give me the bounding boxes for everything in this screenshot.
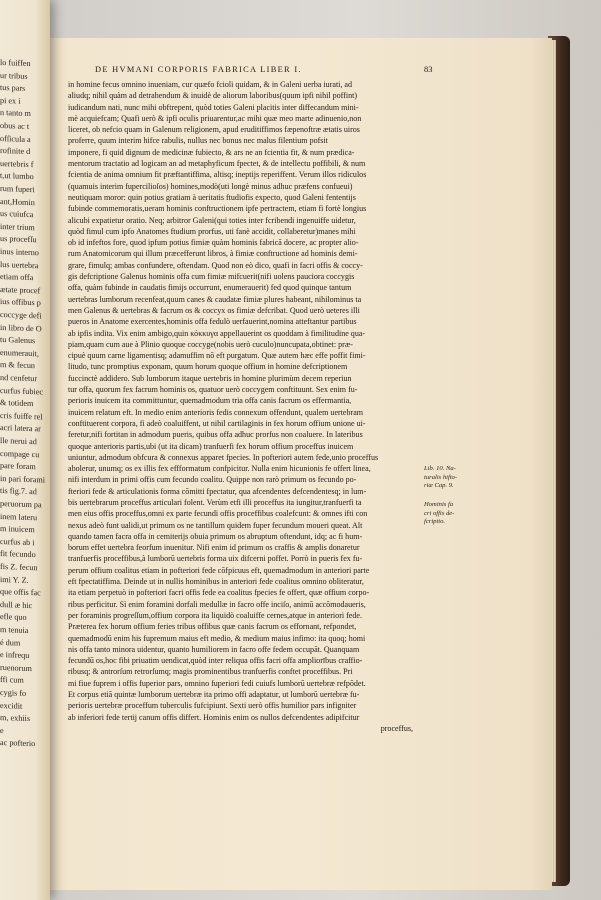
left-page-edge <box>0 0 50 900</box>
body-line: mè acquiefcam; Quafi uerò & ipfi oculis priuarentur,ac mihi quæ meo marte adinuenio,non <box>68 113 362 123</box>
left-page-fragment: nd cenfetur <box>0 372 38 384</box>
left-page-fragment: obus ac t <box>0 120 30 131</box>
left-page-fragment: tis fig.7. ad <box>0 486 37 497</box>
body-line: tur offa, quorum fex facrum hominis os, quatuor uerò coccygem conftituunt. Sex enim fu- <box>68 385 358 395</box>
body-line: quòd fimul cum ipfo Anatomes ftudium prorfus, uti fanè accidit, collaberetur)manes mihi <box>68 226 356 236</box>
left-page-fragment: tus pars <box>0 83 26 94</box>
left-page-fragment: n tanto m <box>0 108 31 119</box>
left-page-fragment: in pari forami <box>0 473 46 485</box>
left-page-fragment: cygis fo <box>0 687 27 698</box>
left-page-fragment: inus interno <box>0 246 39 258</box>
body-line: nis offa tanto minora uidentur, quanto humiliorem in facro offe fedem occupāt. Quanquam <box>68 644 360 654</box>
body-line: feretur,nifi fortitan in admodum pueris, quibus offa adhuc prorfus non coaluere. In lateribus <box>68 430 363 440</box>
left-page-fragment: compage cu <box>0 448 40 459</box>
left-page-fragment: rum fuperi <box>0 183 35 195</box>
body-line: perioris inuicem ita committuntur, quemadmodum tria offa canis facrum os effermantia, <box>68 396 352 406</box>
body-line: perioris uertebræ proceffum tuberculis fufcipiunt. Sexti uerò offis humilior pars infigniter <box>68 701 357 711</box>
left-page-fragment: m & fecun <box>0 360 36 371</box>
body-line: litudo, tunc promptius exponam, quum horum quoque offium in homine defcriptionem <box>68 362 348 372</box>
body-line: ita etiam perpetuò in pofteriori facri offis fede ea coalitus fpecies fe offert, quæ offium corpo- <box>68 588 370 598</box>
body-line: perum offium coalitus etiam in pofteriori fede cōfpicuus eft, quemadmodum in anteriori parte <box>68 565 370 575</box>
body-line: mi fiue fuprem i offis fuperior pars, omnino fuperiori fedi cuiufs lumborū uertebræ refpōdet. <box>68 678 366 688</box>
body-line: grare, fimulq; ambas confundere, oftendam. Quod non eò dico, quafi in facri offis & coccy- <box>68 260 363 270</box>
body-line: iudicandum nati, nunc mihi obftrepent, quòd toties Galeni placitis inter diffecandum mini- <box>68 102 359 112</box>
left-page-fragment: lle nerui ad <box>0 435 37 447</box>
left-page-fragment: uertebris f <box>0 158 34 169</box>
left-page-fragment: ur tribus <box>0 70 28 81</box>
body-line: cipuè quum carne ligamentisq; adamuffim nō eft purgatum. Quæ autem hæc effe poffit fimi- <box>68 351 366 361</box>
left-page-fragment: lo fuiffen <box>0 57 31 69</box>
left-page-fragment: curfus fubiec <box>0 385 43 397</box>
body-line: bis uertebrarum proceffus articulari folent. Verùm etfi illi proceffus ita iungitur,tranfuerfi ta <box>68 497 362 507</box>
folio-number: 83 <box>424 65 433 74</box>
body-line: aliudq; nihil quàm ad detrahendum & inuidè de aliorum laboribus(quum ipfi nihil poffint) <box>68 91 358 101</box>
left-page-fragment: fit fecundo <box>0 549 36 560</box>
side-note-reference: Lib. 10. Na- turalis hifto- riæ Cap. 9. <box>424 465 458 490</box>
side-note-sacrum: Hominis fa cri offis de- fcriptio. <box>424 501 455 526</box>
body-line: ob id infeftos fore, quod ipfum potius fimiæ quàm hominis fabricā docere, ac propter alio- <box>68 238 359 248</box>
left-page-fragment: ofſicula a <box>0 133 31 144</box>
left-page-fragment: ffi cum <box>0 675 24 686</box>
left-page-fragment: ant,Homin <box>0 196 35 207</box>
body-line: quemadmodū enim his fupremum maius eft medio, & medium maius infimo: ita quoq; homi <box>68 633 366 643</box>
left-page-fragment: imi Y. Z. <box>0 574 29 585</box>
body-line: uniuntur, admodum obfcura & connexus apparet fpecies. In pofteriori autem fede,unio proceffus <box>68 452 379 462</box>
left-page-fragment: us procefſu <box>0 234 37 245</box>
left-page-fragment: excidit <box>0 700 23 711</box>
left-page-fragment: acri latera ar <box>0 423 41 434</box>
body-line: per foraminis progreſſum,offium corpora ita liquidò coaluiffe cernes,atque in anteriori fede. <box>68 610 362 620</box>
left-page-fragment: peruorum pa <box>0 498 42 510</box>
left-page-fragment: tu Galenus <box>0 335 36 346</box>
body-line: rum Anatomicorum qui illum præcefferunt libros, à fimiæ conftructione ad hominis demi- <box>68 249 358 259</box>
left-page-fragment: lus uertebra <box>0 259 39 270</box>
body-line: uertebras lumborum recenfeat,quum canes & caudatæ fimiæ plures habeant, nihilominus ta <box>68 294 362 304</box>
body-line: Et corpus etiā quintæ lumborum uertebræ ita primo offi adaptatur, ut lumborū uertebræ fu- <box>68 690 360 700</box>
body-line: conftituerent corpora, fi adeò coaluiffent, ut nihil cartilaginis in fex horum offium unione ui- <box>68 418 366 428</box>
left-page-fragment: m inuicem <box>0 524 35 535</box>
left-page-fragment: in libro de O <box>0 322 42 333</box>
body-line: alicubi expatietur oratio. Neq; arbitror Galeni(qui toties inter fcribendi ingenuiffe uidetur, <box>68 215 356 225</box>
left-page-fragment: enumerauit, <box>0 347 39 359</box>
left-page-fragment: inter trium <box>0 221 35 232</box>
body-line: fecundū os,hoc fibi priuatim uendicat,quòd inter reliqua offis facri offa ampliorībus craffio- <box>68 656 363 666</box>
body-line: fuccinctè addidero. Sub lumborum itaque uertebris in homine plurimùm decem reperiun <box>68 373 352 383</box>
left-page-fragment: cris fuiffe rel <box>0 410 43 422</box>
body-line: fubinde commemoratis,ueram hominis conftructionem ipfe pertractem, etiam fi fortè longius <box>68 204 367 214</box>
body-line: (quamuis interim fupercilioſos) homines,modò(uti longè minus adhuc præfens confueui) <box>68 181 353 191</box>
left-page-fragment: rofinite d <box>0 146 31 157</box>
body-line: offa, quàm fubinde in caudatis fimijs occurrunt, enumerauerit) fed quod quinque tantum <box>68 283 352 293</box>
body-line: ab inferiori fede tertij canum offis differt. Hominis enim os nullos defcendentes adipifcitur <box>68 712 360 722</box>
body-line: neutiquam moror: quin potius gratiam à ueritatis ftudiofis expecto, quod Galeni fententijs <box>68 192 356 202</box>
body-line: liceret, ob nefcio quam in Galenum religionem, apud eruditiffimos fæpenoftræ ætatis uiros <box>68 125 360 135</box>
body-line: eft fpectatiffima. Deinde ut in nullis hominibus in anteriori fede coalitus omnino obliteratur, <box>68 577 364 587</box>
body-line: mentorum tractatio ad logicam an ad metaphyficum fpectet, & de intellectu poffibili, & num <box>68 159 366 169</box>
body-line: fcientia de anima omnium fit præftantiffima, altisq; ineptijs reperiffent. Verum illos ridiculos <box>68 170 367 180</box>
body-line: piam,quam cum aue à Plinio quoque coccyge(nobis uerò cuculo)nuncupata,obtinet: præ- <box>68 339 353 349</box>
body-line: ab ipfis indita. Vix enim ambigo,quin κόκκυγα appellauerint os quoddam à fimilitudine qua- <box>68 328 366 338</box>
left-page-fragment: & totidem <box>0 398 34 409</box>
left-page-fragment: etiam offa <box>0 272 34 283</box>
left-page-fragment: dull æ hic <box>0 599 33 610</box>
body-text <box>68 79 413 734</box>
left-page-fragment: efle quo <box>0 612 27 623</box>
body-line: ribusq; & antrorſum retrorſumq; magis prominentibus tranfuerfis conftet proceffibus. Pri <box>68 667 353 677</box>
body-line: gis defcriptione Galenus hominis offa cum fimiæ mifcuerit(nifi uolens pauciora coccygis <box>68 272 355 282</box>
body-line: proferre, quum interim hifce rabulis, nullus nec bonus nec malus filentium pofsit <box>68 136 328 146</box>
body-line: men eius offis proceffus,omni ex parte fecundi offis proceffibus coalefcunt: & omnes ifti con <box>68 509 368 519</box>
body-line: inuicem relatum eft. In medio enim anterioris fedis connexum offendunt, qualem uertebram <box>68 407 364 417</box>
left-page-fragment: t,ut lumbo <box>0 171 34 182</box>
body-line: fteriori fede & articulationis forma cōmitti fpectatur, qua afcendentes defcendentesq; in lum- <box>68 486 367 496</box>
left-page-fragment: inem lateru <box>0 511 38 522</box>
body-line: imponere, fi quid dignum de medicinæ fubiecto, & ars ne an fcientia fit, & num prædica- <box>68 147 355 157</box>
left-page-fragment: ætate procef <box>0 284 41 296</box>
running-head: DE HVMANI CORPORIS FABRICA LIBER I. <box>95 65 302 74</box>
left-page-fragment: fis Z. fecun <box>0 561 38 573</box>
left-page-fragment: curfus ab i <box>0 536 35 547</box>
body-line: proceffus, <box>380 723 413 733</box>
body-line: quando tamen facra offa in cemiterijs obuia primum os abruptum oftendunt, idq; ac fi hum- <box>68 531 363 541</box>
body-line: Præterea fex horum offium feries tribus offibus quæ canis facrum os effornant, refpondet, <box>68 622 357 632</box>
left-page-fragment: coccyge defi <box>0 309 42 321</box>
left-page-fragment: ac pofterio <box>0 738 36 749</box>
left-page-fragment: e infrequ <box>0 650 30 661</box>
body-line: quoque anterioris partis,ubi (ut ita dicam) tranfuerfi fex horum offium proceffus inuicem <box>68 441 354 451</box>
left-page-fragment: pi ex i <box>0 95 21 106</box>
left-page-fragment: ruenorum <box>0 662 32 673</box>
body-line: borum effet uertebra feorfum inuenitur. Nifi enim id primum os craffis & amplis donaretur <box>68 543 360 553</box>
left-page-fragment: que offis fac <box>0 587 41 598</box>
body-line: nifi interdum in primi offis cum fecundo coalitu. Quippe non rarò primum os fecundo po- <box>68 475 357 485</box>
body-line: pueros in Anatome exercentes,hominis offa fedulò uerfauerint,nomina atteftantur partibus <box>68 317 357 327</box>
left-page-fragment: é dum <box>0 637 21 648</box>
body-line: abolerur, unumq; os ex illis fex effformatum confpicitur. Nulla enim hicunionis fe offert linea, <box>68 464 371 474</box>
body-line: ribus perficitur. Sì enim foramini dorfali medullæ in facro offe inciſo, animū accōmodaueris, <box>68 599 366 609</box>
body-line: nexus adeò funt ualidi,ut primum os ne tantillum quidem fuper fecundum moueri queat. Alt <box>68 520 363 530</box>
left-page-fragment: us cuiufca <box>0 209 34 220</box>
left-page-fragment: m, exhiis <box>0 713 31 724</box>
body-line: in homine fecus omnino inueniam, cur quæfo fcioli quidam, & in Galeni uerba iurati, ad <box>68 80 353 89</box>
left-page-fragment: ius offibus p <box>0 297 41 308</box>
body-line: tranfuerfis proceffibus,à lumborū uertebris forma uix difcerni poffet. Porrò in pueris fex fu- <box>68 554 363 564</box>
body-line: men Galenus & uertebras & facrum os & coccyx os fimiæ defcribat. Quod uerò ueteres illi <box>68 305 360 315</box>
left-page-fragment: e <box>0 725 4 735</box>
left-page-fragment: m tenuia <box>0 624 29 635</box>
left-page-fragment: pare foram <box>0 461 36 472</box>
